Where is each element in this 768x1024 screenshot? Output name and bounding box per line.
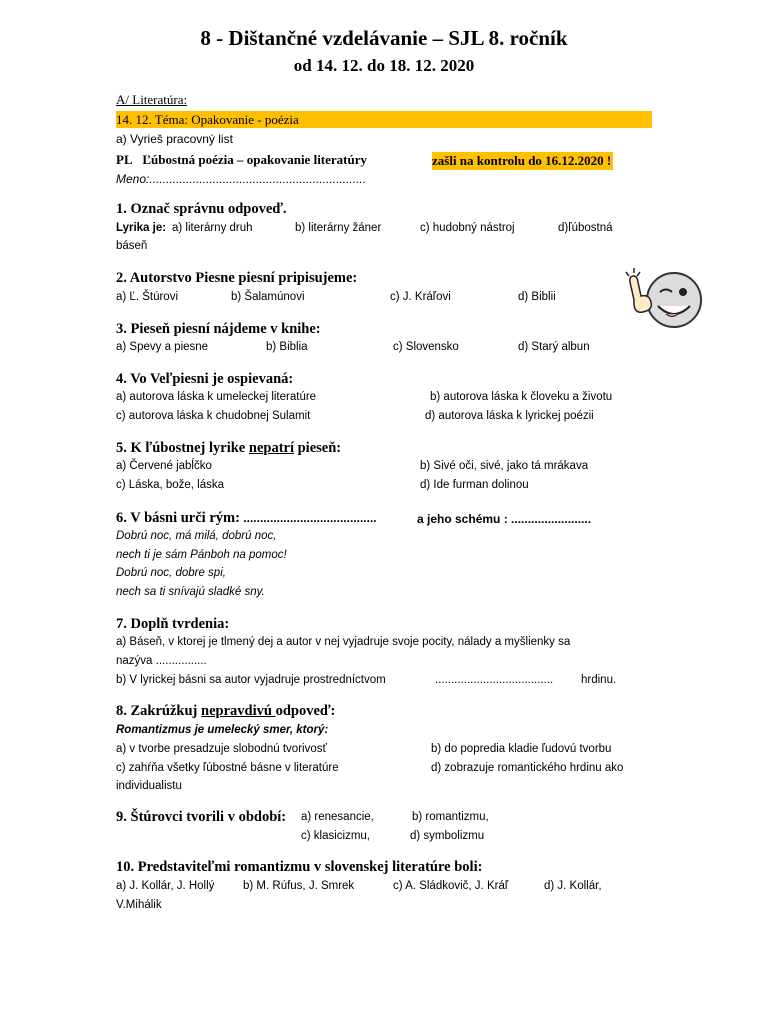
question-2-option-b: b) Šalamúnovi <box>231 291 305 303</box>
question-3-option-d: d) Starý albun <box>518 341 590 353</box>
question-8-title: 8. Zakrúžkuj nepravdivú odpoveď: <box>116 703 336 719</box>
date-range: od 14. 12. do 18. 12. 2020 <box>293 56 475 75</box>
name-field <box>116 172 366 186</box>
question-10-option-a: a) J. Kollár, J. Hollý <box>116 880 215 892</box>
question-1-prefix: Lyrika je: <box>116 222 167 234</box>
question-1-option-d-cont: báseň <box>116 240 148 252</box>
question-7-statement-a-cont: nazýva ................ <box>116 655 207 667</box>
question-1-option-c: c) hudobný nástroj <box>420 222 515 234</box>
question-8-option-c: c) zahŕňa všetky ľúbostné básne v literatúre <box>116 762 339 774</box>
question-4-title: 4. Vo Veľpiesni je ospievaná: <box>116 371 294 387</box>
question-5-option-b: b) Sivé oči, sivé, jako tá mrákava <box>420 460 589 472</box>
poem-line: Dobrú noc, má milá, dobrú noc, <box>116 530 277 542</box>
name-label: Meno: <box>116 172 150 186</box>
question-2-option-c: c) J. Kráľovi <box>390 291 451 303</box>
question-9-title: 9. Štúrovci tvorili v období: <box>116 809 287 825</box>
question-7-statement-b-end: hrdinu. <box>581 674 617 686</box>
question-5-option-a: a) Červené jabĺčko <box>116 460 212 472</box>
question-10-option-b: b) M. Rúfus, J. Smrek <box>243 880 355 892</box>
deadline-note: zašli na kontrolu do 16.12.2020 ! <box>432 153 612 168</box>
question-8-subtitle: Romantizmus je umelecký smer, ktorý: <box>116 724 329 736</box>
winking-smiley-icon <box>620 262 706 330</box>
question-3-option-c: c) Slovensko <box>393 341 459 353</box>
question-4-option-c: c) autorova láska k chudobnej Sulamit <box>116 410 311 422</box>
question-7-title: 7. Doplň tvrdenia: <box>116 616 230 632</box>
question-4-option-b: b) autorova láska k človeku a životu <box>430 391 613 403</box>
question-1-option-a: a) literárny druh <box>172 222 253 234</box>
question-8-option-b: b) do popredia kladie ľudovú tvorbu <box>431 743 612 755</box>
poem-line: Dobrú noc, dobre spi, <box>116 567 226 579</box>
question-9-option-d: d) symbolizmu <box>410 830 485 842</box>
question-6-title: 6. V básni urči rým: ........................................ <box>116 510 377 526</box>
name-line: ................................................................. <box>149 172 367 186</box>
question-5-option-d: d) Ide furman dolinou <box>420 479 529 491</box>
question-4-option-d: d) autorova láska k lyrickej poézii <box>425 410 594 422</box>
question-10-option-d: d) J. Kollár, <box>544 880 602 892</box>
question-7-statement-a: a) Báseň, v ktorej je tlmený dej a autor v nej vyjadruje svoje pocity, nálady a myšlienky sa <box>116 636 571 648</box>
poem-line: nech sa ti snívajú sladké sny. <box>116 586 265 598</box>
poem-line: nech ti je sám Pánboh na pomoc! <box>116 549 287 561</box>
question-7-statement-b: b) V lyrickej básni sa autor vyjadruje prostredníctvom <box>116 674 386 686</box>
worksheet-title: PL Ľúbostná poézia – opakovanie literatúry <box>116 152 367 167</box>
question-2-option-a: a) Ľ. Štúrovi <box>116 291 178 303</box>
question-3-option-b: b) Biblia <box>266 341 308 353</box>
section-heading: A/ Literatúra: <box>116 92 188 107</box>
question-7-blank: ..................................... <box>435 674 554 686</box>
question-6-scheme: a jeho schému : ........................ <box>417 512 592 526</box>
question-4-option-a: a) autorova láska k umeleckej literatúre <box>116 391 317 403</box>
question-9-option-b: b) romantizmu, <box>412 811 489 823</box>
question-9-option-a: a) renesancie, <box>301 811 374 823</box>
question-5-option-c: c) Láska, bože, láska <box>116 479 225 491</box>
question-8-option-d-cont: individualistu <box>116 780 182 792</box>
theme-banner: 14. 12. Téma: Opakovanie - poézia <box>116 111 652 128</box>
question-10-option-d-cont: V.Mihálik <box>116 899 162 911</box>
question-1-option-d: d)ľúbostná <box>558 222 613 234</box>
page-title: 8 - Dištančné vzdelávanie – SJL 8. ročník <box>200 26 568 50</box>
question-1-title: 1. Označ správnu odpoveď. <box>116 201 287 217</box>
question-3-option-a: a) Spevy a piesne <box>116 341 209 353</box>
question-10-title: 10. Predstaviteľmi romantizmu v slovenskej literatúre boli: <box>116 859 483 875</box>
question-1-option-b: b) literárny žáner <box>295 222 382 234</box>
question-2-option-d: d) Biblii <box>518 291 556 303</box>
task-line: a) Vyrieš pracovný list <box>116 132 233 146</box>
question-5-title: 5. K ľúbostnej lyrike nepatrí pieseň: <box>116 440 342 456</box>
question-8-option-a: a) v tvorbe presadzuje slobodnú tvorivosť <box>116 743 327 755</box>
question-3-title: 3. Pieseň piesní nájdeme v knihe: <box>116 321 321 337</box>
question-9-option-c: c) klasicizmu, <box>301 830 371 842</box>
question-8-option-d: d) zobrazuje romantického hrdinu ako <box>431 762 624 774</box>
question-2-title: 2. Autorstvo Piesne piesní pripisujeme: <box>116 270 358 286</box>
question-10-option-c: c) A. Sládkovič, J. Kráľ <box>393 880 509 892</box>
